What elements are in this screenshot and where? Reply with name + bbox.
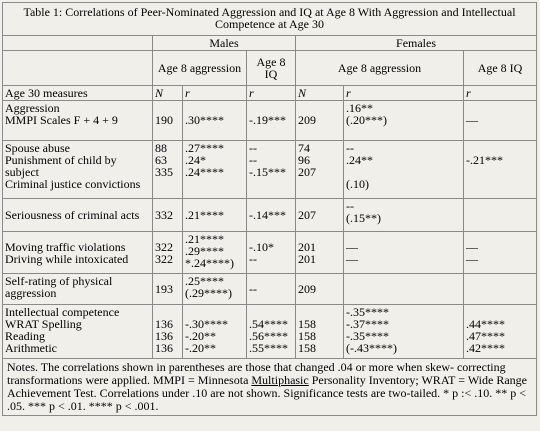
cell-line: Self-rating of physical bbox=[5, 274, 113, 288]
cell-line: .25**** bbox=[185, 274, 224, 288]
cell-line: Criminal justice convictions bbox=[5, 177, 141, 191]
cell-line: Reading bbox=[5, 329, 45, 343]
table-row bbox=[3, 305, 537, 359]
cell-line: 63 bbox=[155, 153, 167, 167]
cell-line: — bbox=[466, 113, 478, 127]
cell-line: 335 bbox=[155, 165, 173, 179]
cell-line: 136 bbox=[155, 317, 173, 331]
table-row bbox=[3, 274, 537, 305]
cell-line: .29**** bbox=[185, 244, 224, 258]
cell-line: — bbox=[466, 251, 478, 266]
table-row bbox=[3, 199, 537, 232]
cell-line: 332 bbox=[155, 208, 173, 222]
females-aggression-r-cell bbox=[344, 274, 464, 305]
age30-measures-header: Age 30 measures bbox=[3, 86, 153, 101]
cell-line: Driving while intoxicated bbox=[5, 251, 129, 266]
males-iq-r-header: r bbox=[247, 86, 296, 101]
females-iq-r-cell bbox=[464, 274, 537, 305]
cell-line: — bbox=[346, 251, 358, 266]
males-iq-r-cell bbox=[247, 232, 296, 274]
males-aggression-r-cell bbox=[183, 141, 247, 199]
cell-line: 136 bbox=[155, 329, 173, 343]
males-r-header: r bbox=[183, 86, 247, 101]
cell-line: MMPI Scales F + 4 + 9 bbox=[5, 113, 118, 127]
females-r-header: r bbox=[344, 86, 464, 101]
cell-line: .54**** bbox=[249, 317, 288, 331]
table-row bbox=[3, 101, 537, 141]
subheader-blank bbox=[3, 51, 153, 86]
cell-line: -.30**** bbox=[185, 317, 228, 331]
cell-line: Intellectual competence bbox=[5, 305, 120, 319]
males-n-cell bbox=[153, 274, 183, 305]
measure-cell bbox=[3, 305, 153, 359]
males-aggression-r-cell bbox=[183, 232, 247, 274]
males-n-header: N bbox=[153, 86, 183, 101]
table-notes bbox=[3, 359, 537, 416]
males-aggression-r-cell bbox=[183, 274, 247, 305]
cell-line: (-.43****) bbox=[346, 341, 397, 355]
cell-line: 136 bbox=[155, 341, 173, 355]
females-aggression-r-cell bbox=[344, 101, 464, 141]
cell-line: -.21*** bbox=[466, 153, 503, 167]
cell-line: 158 bbox=[298, 329, 316, 343]
females-iq-r-header: r bbox=[464, 86, 537, 101]
cell-line: -.20** bbox=[185, 329, 216, 343]
cell-line: .27**** bbox=[185, 141, 224, 155]
table-row bbox=[3, 141, 537, 199]
cell-line: -- bbox=[249, 153, 257, 167]
measure-cell bbox=[3, 232, 153, 274]
cell-line: -.37**** bbox=[346, 317, 389, 331]
cell-line: Aggression bbox=[5, 101, 60, 115]
females-n-cell bbox=[296, 141, 344, 199]
cell-line: -- bbox=[249, 251, 257, 266]
cell-line: .21**** bbox=[185, 232, 224, 246]
males-iq-r-cell bbox=[247, 141, 296, 199]
males-n-cell bbox=[153, 101, 183, 141]
cell-line: 201 bbox=[298, 239, 316, 254]
males-age8-iq-header: Age 8 IQ bbox=[247, 51, 296, 86]
cell-line: Arithmetic bbox=[5, 341, 57, 355]
cell-line: 190 bbox=[155, 113, 173, 127]
measure-cell bbox=[3, 199, 153, 232]
cell-line: .44**** bbox=[466, 317, 505, 331]
cell-line: WRAT Spelling bbox=[5, 317, 82, 331]
cell-line: 209 bbox=[298, 282, 316, 296]
cell-line: .55**** bbox=[249, 341, 288, 355]
correlation-table bbox=[2, 2, 537, 416]
cell-line: — bbox=[466, 239, 478, 254]
cell-line: .47**** bbox=[466, 329, 505, 343]
cell-line: 209 bbox=[298, 113, 316, 127]
females-aggression-r-cell bbox=[344, 199, 464, 232]
females-header: Females bbox=[296, 36, 537, 51]
males-n-cell bbox=[153, 141, 183, 199]
males-iq-r-cell bbox=[247, 101, 296, 141]
measure-cell bbox=[3, 274, 153, 305]
females-iq-r-cell bbox=[464, 305, 537, 359]
cell-line: -- bbox=[249, 282, 257, 296]
measure-cell bbox=[3, 141, 153, 199]
females-n-cell bbox=[296, 305, 344, 359]
cell-line: -- bbox=[249, 141, 257, 155]
cell-line: -.35**** bbox=[346, 305, 389, 319]
cell-line: Seriousness of criminal acts bbox=[5, 208, 140, 222]
cell-line: (.10) bbox=[346, 177, 369, 191]
cell-line: -- bbox=[346, 141, 354, 155]
cell-line: .42**** bbox=[466, 341, 505, 355]
cell-line: .24* bbox=[185, 153, 206, 167]
cell-line: Moving traffic violations bbox=[5, 239, 126, 254]
cell-line: 88 bbox=[155, 141, 167, 155]
females-n-cell bbox=[296, 232, 344, 274]
cell-line: -.35**** bbox=[346, 329, 389, 343]
cell-line: (.20***) bbox=[346, 113, 387, 127]
males-iq-r-cell bbox=[247, 199, 296, 232]
males-n-cell bbox=[153, 199, 183, 232]
cell-line: -.14*** bbox=[249, 208, 286, 222]
cell-line: *.24****) bbox=[185, 256, 234, 270]
cell-line: subject bbox=[5, 165, 39, 179]
cell-line: 158 bbox=[298, 317, 316, 331]
females-n-cell bbox=[296, 101, 344, 141]
cell-line: Punishment of child by bbox=[5, 153, 117, 167]
notes-underlined-word: Multiphasic bbox=[251, 373, 309, 387]
cell-line: (.15**) bbox=[346, 211, 381, 225]
males-aggression-r-cell bbox=[183, 101, 247, 141]
cell-line: — bbox=[346, 239, 358, 254]
males-iq-r-cell bbox=[247, 305, 296, 359]
cell-line: 201 bbox=[298, 251, 316, 266]
females-n-cell bbox=[296, 274, 344, 305]
males-iq-r-cell bbox=[247, 274, 296, 305]
cell-line: 207 bbox=[298, 165, 316, 179]
females-age8-aggression-header: Age 8 aggression bbox=[296, 51, 464, 86]
cell-line: 207 bbox=[298, 208, 316, 222]
males-age8-aggression-header: Age 8 aggression bbox=[153, 51, 247, 86]
cell-line: 96 bbox=[298, 153, 310, 167]
cell-line: .24**** bbox=[185, 165, 224, 179]
cell-line: -.10* bbox=[249, 239, 274, 254]
cell-line: .24** bbox=[346, 153, 373, 167]
cell-line: .30**** bbox=[185, 113, 224, 127]
males-aggression-r-cell bbox=[183, 199, 247, 232]
males-aggression-r-cell bbox=[183, 305, 247, 359]
cell-line: 322 bbox=[155, 251, 173, 266]
females-iq-r-cell bbox=[464, 101, 537, 141]
cell-line: Spouse abuse bbox=[5, 141, 70, 155]
cell-line: 193 bbox=[155, 282, 173, 296]
females-n-header: N bbox=[296, 86, 344, 101]
females-n-cell bbox=[296, 199, 344, 232]
cell-line: 322 bbox=[155, 239, 173, 254]
females-iq-r-cell bbox=[464, 141, 537, 199]
cell-line: -.15*** bbox=[249, 165, 286, 179]
males-n-cell bbox=[153, 232, 183, 274]
cell-line: 74 bbox=[298, 141, 310, 155]
cell-line: aggression bbox=[5, 286, 57, 300]
measure-cell bbox=[3, 101, 153, 141]
females-iq-r-cell bbox=[464, 199, 537, 232]
cell-line: 158 bbox=[298, 341, 316, 355]
table-title: Table 1: Correlations of Peer-Nominated Aggression and IQ at Age 8 With Aggression and Intellectual Competence at Age 30 bbox=[3, 3, 537, 36]
cell-line: (.29****) bbox=[185, 286, 232, 300]
cell-line: .56**** bbox=[249, 329, 288, 343]
females-iq-r-cell bbox=[464, 232, 537, 274]
notes-text-part1: Notes. The correlations shown in parentheses are those that changed .04 or more when skew- correcting transformations were applied. MMPI = Minnesota bbox=[7, 360, 506, 387]
females-age8-iq-header: Age 8 IQ bbox=[464, 51, 537, 86]
header-blank bbox=[3, 36, 153, 51]
cell-line: -.19*** bbox=[249, 113, 286, 127]
males-header: Males bbox=[153, 36, 296, 51]
cell-line: -.20** bbox=[185, 341, 216, 355]
females-aggression-r-cell bbox=[344, 305, 464, 359]
notes-text-part2: Personality Inventory; WRAT = Wide Range Achievement Test. Correlations under .10 are not shown. Significance tests are two-tailed. * p :< .10. ** p < .05. *** p < .01. **** p < .001. bbox=[7, 373, 527, 413]
cell-line: .21**** bbox=[185, 208, 224, 222]
cell-line: .16** bbox=[346, 101, 373, 115]
females-aggression-r-cell bbox=[344, 141, 464, 199]
females-aggression-r-cell bbox=[344, 232, 464, 274]
table-row bbox=[3, 232, 537, 274]
cell-line: -- bbox=[346, 199, 354, 213]
males-n-cell bbox=[153, 305, 183, 359]
